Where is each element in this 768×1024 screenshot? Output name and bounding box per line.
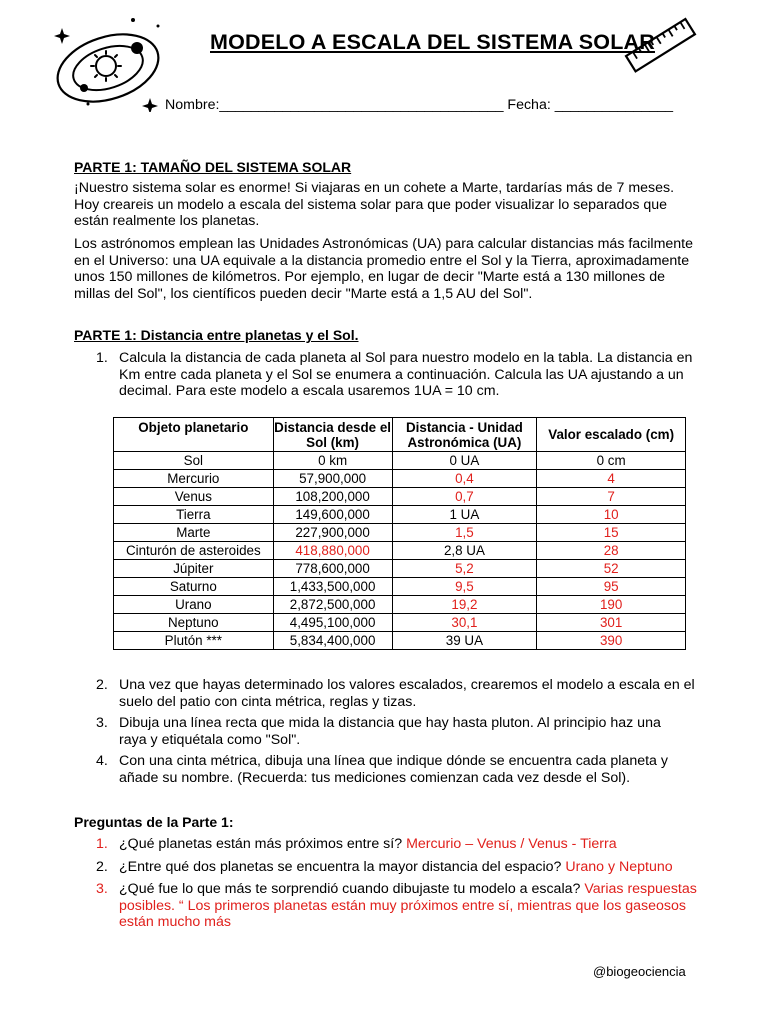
step-number: 3. <box>96 715 108 731</box>
cell-km: 4,495,100,000 <box>273 614 392 632</box>
answer-text: Varias respuestas posibles. “ Los primeros planetas están muy próximos entre sí, mientras que los gaseosos están mucho más <box>119 881 697 930</box>
cell-object: Saturno <box>114 578 274 596</box>
step-number: 4. <box>96 753 108 769</box>
table-row <box>114 524 686 542</box>
table-row <box>114 452 686 470</box>
table-header-row <box>114 418 686 452</box>
table-row <box>114 506 686 524</box>
question-text: ¿Qué fue lo que más te sorprendió cuando dibujaste tu modelo a escala? <box>119 881 581 897</box>
table-row <box>114 614 686 632</box>
cell-ua: 0,7 <box>392 488 537 506</box>
table-row <box>114 542 686 560</box>
cell-ua: 30,1 <box>392 614 537 632</box>
name-date-line[interactable]: Nombre:____________________________________ Fecha: _______________ <box>165 97 674 113</box>
cell-km: 227,900,000 <box>273 524 392 542</box>
col-header-cm: Valor escalado (cm) <box>537 418 686 452</box>
cell-cm: 15 <box>537 524 686 542</box>
author-handle: @biogeociencia <box>593 964 686 979</box>
cell-cm: 4 <box>537 470 686 488</box>
step-text: Una vez que hayas determinado los valores escalados, crearemos el modelo a escala en el suelo del patio con cinta métrica, reglas y tizas. <box>119 677 695 710</box>
solar-system-logo-icon <box>50 12 170 112</box>
table-row <box>114 488 686 506</box>
cell-ua: 9,5 <box>392 578 537 596</box>
step-text: Dibuja una línea recta que mida la distancia que hay hasta pluton. Al principio haz una raya y etiquétala como "Sol". <box>119 715 661 748</box>
cell-object: Júpiter <box>114 560 274 578</box>
table-row <box>114 560 686 578</box>
cell-object: Plutón *** <box>114 632 274 650</box>
table-row <box>114 578 686 596</box>
section-title-part1: PARTE 1: TAMAÑO DEL SISTEMA SOLAR <box>74 159 352 175</box>
cell-km: 1,433,500,000 <box>273 578 392 596</box>
col-header-km: Distancia desde el Sol (km) <box>274 419 392 450</box>
cell-object: Sol <box>114 452 274 470</box>
step-number: 1. <box>96 350 108 366</box>
cell-object: Mercurio <box>114 470 274 488</box>
planet-distance-table <box>113 417 686 650</box>
question-number: 3. <box>96 881 108 897</box>
cell-cm: 7 <box>537 488 686 506</box>
cell-km: 418,880,000 <box>273 542 392 560</box>
table-row <box>114 632 686 650</box>
col-header-ua: Distancia - Unidad Astronómica (UA) <box>392 418 537 452</box>
cell-ua: 5,2 <box>392 560 537 578</box>
questions-title: Preguntas de la Parte 1: <box>74 814 234 830</box>
section-title-distances: PARTE 1: Distancia entre planetas y el Sol. <box>74 327 359 343</box>
cell-ua: 1 UA <box>392 506 537 524</box>
cell-ua: 0 UA <box>392 452 537 470</box>
cell-object: Venus <box>114 488 274 506</box>
cell-ua: 1,5 <box>392 524 537 542</box>
cell-cm: 390 <box>537 632 686 650</box>
cell-cm: 28 <box>537 542 686 560</box>
col-header-object: Objeto planetario <box>114 418 274 452</box>
page-title: MODELO A ESCALA DEL SISTEMA SOLAR <box>210 30 655 54</box>
answer-text: Mercurio – Venus / Venus - Tierra <box>406 836 617 852</box>
cell-object: Marte <box>114 524 274 542</box>
cell-km: 57,900,000 <box>273 470 392 488</box>
cell-cm: 301 <box>537 614 686 632</box>
cell-ua: 2,8 UA <box>392 542 537 560</box>
step-text: Con una cinta métrica, dibuja una línea que indique dónde se encuentra cada planeta y añade su nombre. (Recuerda: tus mediciones comienzan cada vez desde el Sol). <box>119 753 668 786</box>
cell-cm: 10 <box>537 506 686 524</box>
step-number: 2. <box>96 677 108 693</box>
cell-cm: 0 cm <box>537 452 686 470</box>
cell-km: 778,600,000 <box>273 560 392 578</box>
cell-cm: 190 <box>537 596 686 614</box>
cell-km: 5,834,400,000 <box>273 632 392 650</box>
cell-ua: 19,2 <box>392 596 537 614</box>
cell-ua: 0,4 <box>392 470 537 488</box>
cell-object: Neptuno <box>114 614 274 632</box>
question-number: 1. <box>96 836 108 852</box>
cell-km: 2,872,500,000 <box>273 596 392 614</box>
intro-paragraph: ¡Nuestro sistema solar es enorme! Si viajaras en un cohete a Marte, tardarías más de 7 meses. Hoy creareis un modelo a escala del sistema solar para que poder visualizar lo separados que están realmente los planetas. <box>74 180 675 229</box>
question-text: ¿Entre qué dos planetas se encuentra la mayor distancia del espacio? <box>119 859 562 875</box>
cell-km: 149,600,000 <box>273 506 392 524</box>
question-text: ¿Qué planetas están más próximos entre sí? <box>119 836 403 852</box>
cell-km: 108,200,000 <box>273 488 392 506</box>
cell-cm: 52 <box>537 560 686 578</box>
question-number: 2. <box>96 859 108 875</box>
au-paragraph: Los astrónomos emplean las Unidades Astronómicas (UA) para calcular distancias más facilmente en el Universo: una UA equivale a la distancia promedio entre el Sol y la Tierra, aproximadamente unos 150 millones de kilómetros. Por ejemplo, en lugar de decir "Marte está a 130 millones de millas del Sol", los científicos pueden decir "Marte está a 1,5 AU del Sol". <box>74 236 694 302</box>
table-row <box>114 596 686 614</box>
cell-km: 0 km <box>273 452 392 470</box>
cell-object: Cinturón de asteroides <box>114 542 274 560</box>
cell-object: Tierra <box>114 506 274 524</box>
answer-text: Urano y Neptuno <box>565 859 673 875</box>
step-text: Calcula la distancia de cada planeta al Sol para nuestro modelo en la tabla. La distancia en Km entre cada planeta y el Sol se enumera a continuación. Calcula las UA ajustando a un decimal. Para este modelo a escala usaremos 1UA = 10 cm. <box>119 350 693 399</box>
cell-cm: 95 <box>537 578 686 596</box>
cell-object: Urano <box>114 596 274 614</box>
table-row <box>114 470 686 488</box>
cell-ua: 39 UA <box>392 632 537 650</box>
